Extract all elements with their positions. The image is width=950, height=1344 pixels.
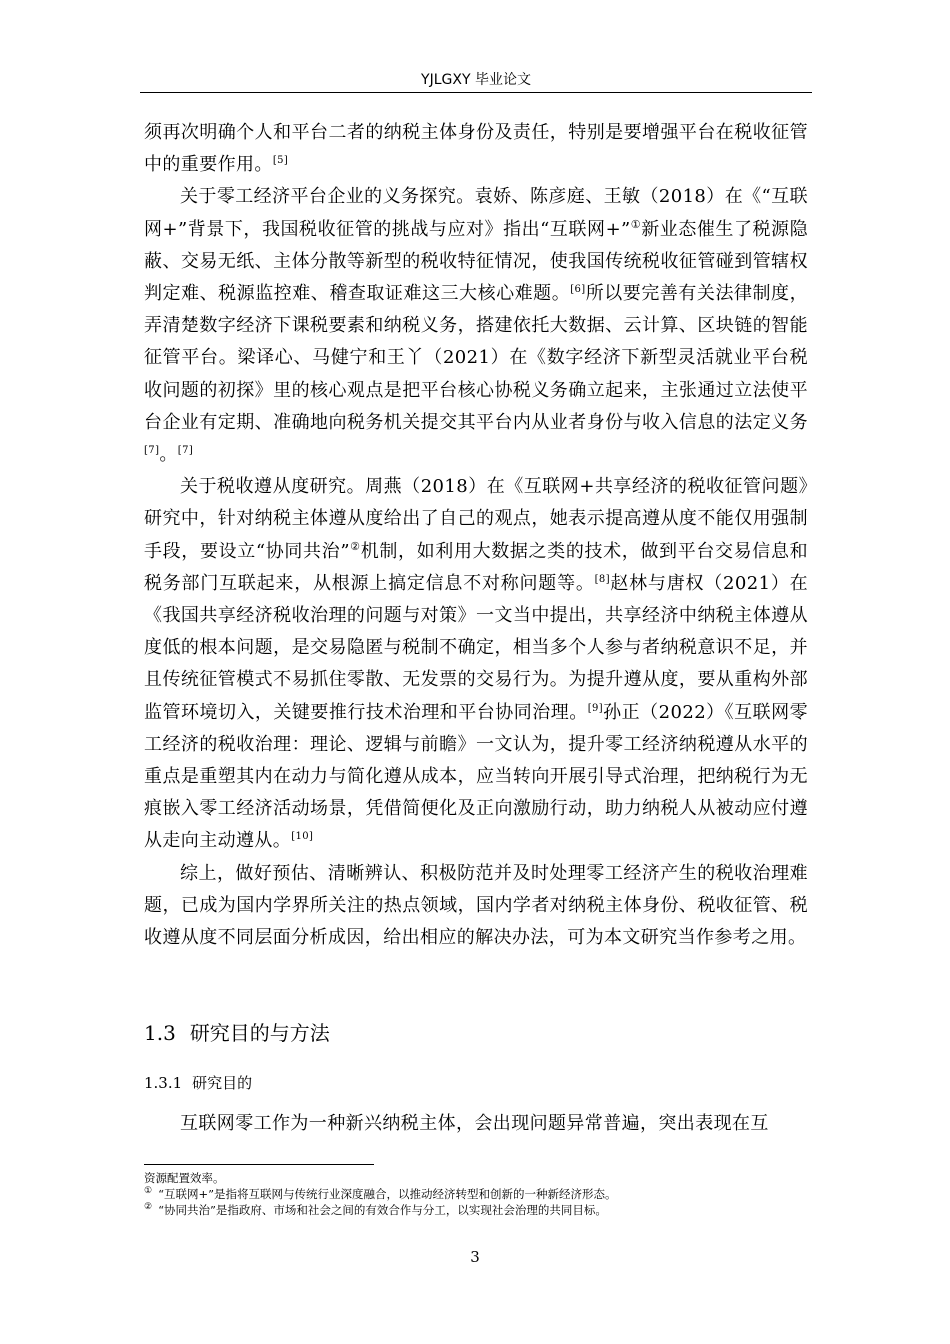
subsection-title: 研究目的 bbox=[192, 1074, 253, 1092]
citation-ref: [7] bbox=[177, 445, 194, 457]
header-rule bbox=[140, 92, 812, 93]
subsection-number: 1.3.1 bbox=[144, 1074, 183, 1092]
paragraph-text: 综上，做好预估、清晰辨认、积极防范并及时处理零工经济产生的税收治理难题，已成为国内学界所关注的热点领域，国内学者对纳税主体身份、税收征管、税收遵从度不同层面分析成因，给出相应的解决办法，可为本文研究当作参考之用。 bbox=[144, 862, 808, 949]
footnote-symbol: ① bbox=[144, 1186, 153, 1197]
section-number: 1.3 bbox=[144, 1021, 176, 1045]
paragraph-summary bbox=[144, 858, 808, 955]
citation-ref: [7] bbox=[144, 445, 160, 457]
paragraph-text: 。 bbox=[159, 444, 178, 466]
section-heading bbox=[144, 1017, 330, 1046]
section-title: 研究目的与方法 bbox=[189, 1021, 330, 1045]
paragraph-text: 机制，如利用大数据之类的技术，做到平台交易信息和税务部门互联起来，从根源上搞定信息不对称问题等。 bbox=[144, 540, 808, 594]
footnote-1 bbox=[144, 1186, 808, 1202]
footnote-2 bbox=[144, 1202, 808, 1218]
footnote-text: “互联网+”是指将互联网与传统行业深度融合，以推动经济转型和创新的一种新经济形态。 bbox=[158, 1187, 617, 1201]
paragraph-research-purpose bbox=[144, 1108, 808, 1140]
footnote-continued: 资源配置效率。 bbox=[144, 1171, 225, 1185]
paragraph-text: 新业态催生了税源隐蔽、交易无纸、主体分散等新型的税收特征情况，使我国传统税收征管碰到管辖权判定难、税源监控难、稽查取证难这三大核心难题。 bbox=[144, 218, 808, 305]
footnote-marker: ① bbox=[630, 217, 642, 231]
citation-ref: [6] bbox=[570, 284, 586, 296]
subsection-heading bbox=[144, 1072, 252, 1093]
citation-ref: [10] bbox=[291, 831, 314, 843]
paragraph-text: 所以要完善有关法律制度，弄清楚数字经济下课税要素和纳税义务，搭建依托大数据、云计算、区块链的智能征管平台。梁译心、马健宁和王丫（2021）在《数字经济下新型灵活就业平台税收问题的初探》里的核心观点是把平台核心协税义务确立起来，主张通过立法使平台企业有定期、准确地向税务机关提交其平台内从业者身份与收入信息的法定义务 bbox=[144, 283, 808, 433]
paragraph-tax-compliance bbox=[144, 471, 808, 857]
citation-ref: [5] bbox=[272, 155, 289, 167]
paragraph-text: 关于税收遵从度研究。周燕（2018）在《互联网+共享经济的税收征管问题》研究中，针对纳税主体遵从度给出了自己的观点，她表示提高遵从度不能仅用强制手段，要设立“协同共治” bbox=[144, 476, 808, 562]
paragraph-text: 赵林与唐权（2021）在《我国共享经济税收治理的问题与对策》一文当中提出，共享经济中纳税主体遵从度低的根本问题，是交易隐匿与税制不确定，相当多个人参与者纳税意识不足，并且传统征管模式不易抓住零散、无发票的交易行为。为提升遵从度，要从重构外部监管环境切入，关键要推行技术治理和平台协同治理。 bbox=[144, 572, 808, 723]
paragraph-text: 须再次明确个人和平台二者的纳税主体身份及责任，特别是要增强平台在税收征管中的重要作用。 bbox=[144, 122, 808, 176]
citation-ref: [9] bbox=[587, 702, 604, 714]
citation-ref: [8] bbox=[594, 573, 610, 585]
page-number: 3 bbox=[470, 1248, 480, 1266]
footnote-text: “协同共治”是指政府、市场和社会之间的有效合作与分工，以实现社会治理的共同目标。 bbox=[158, 1203, 607, 1217]
paragraph-text: 孙正（2022）《互联网零工经济的税收治理：理论、逻辑与前瞻》一文认为，提升零工经济纳税遵从水平的重点是重塑其内在动力与简化遵从成本，应当转向开展引导式治理，把纳税行为无痕嵌入零工经济活动场景，凭借简便化及正向激励行动，助力纳税人从被动应付遵从走向主动遵从。 bbox=[144, 701, 808, 852]
footnote-rule bbox=[144, 1164, 374, 1165]
paragraph-text: 关于零工经济平台企业的义务探究。袁娇、陈彦庭、王敏（2018）在《“互联网+”背景下，我国税收征管的挑战与应对》指出“互联网+” bbox=[144, 186, 808, 240]
paragraph-continued bbox=[144, 117, 808, 181]
paragraph-platform-obligations bbox=[144, 181, 808, 471]
running-header: YJLGXY 毕业论文 bbox=[421, 72, 531, 88]
footnote-marker: ② bbox=[349, 539, 361, 553]
paragraph-text: 互联网零工作为一种新兴纳税主体，会出现问题异常普遍，突出表现在互 bbox=[180, 1113, 769, 1134]
footnote-symbol: ② bbox=[144, 1202, 153, 1213]
body-text bbox=[144, 117, 808, 954]
footnotes bbox=[144, 1170, 808, 1218]
